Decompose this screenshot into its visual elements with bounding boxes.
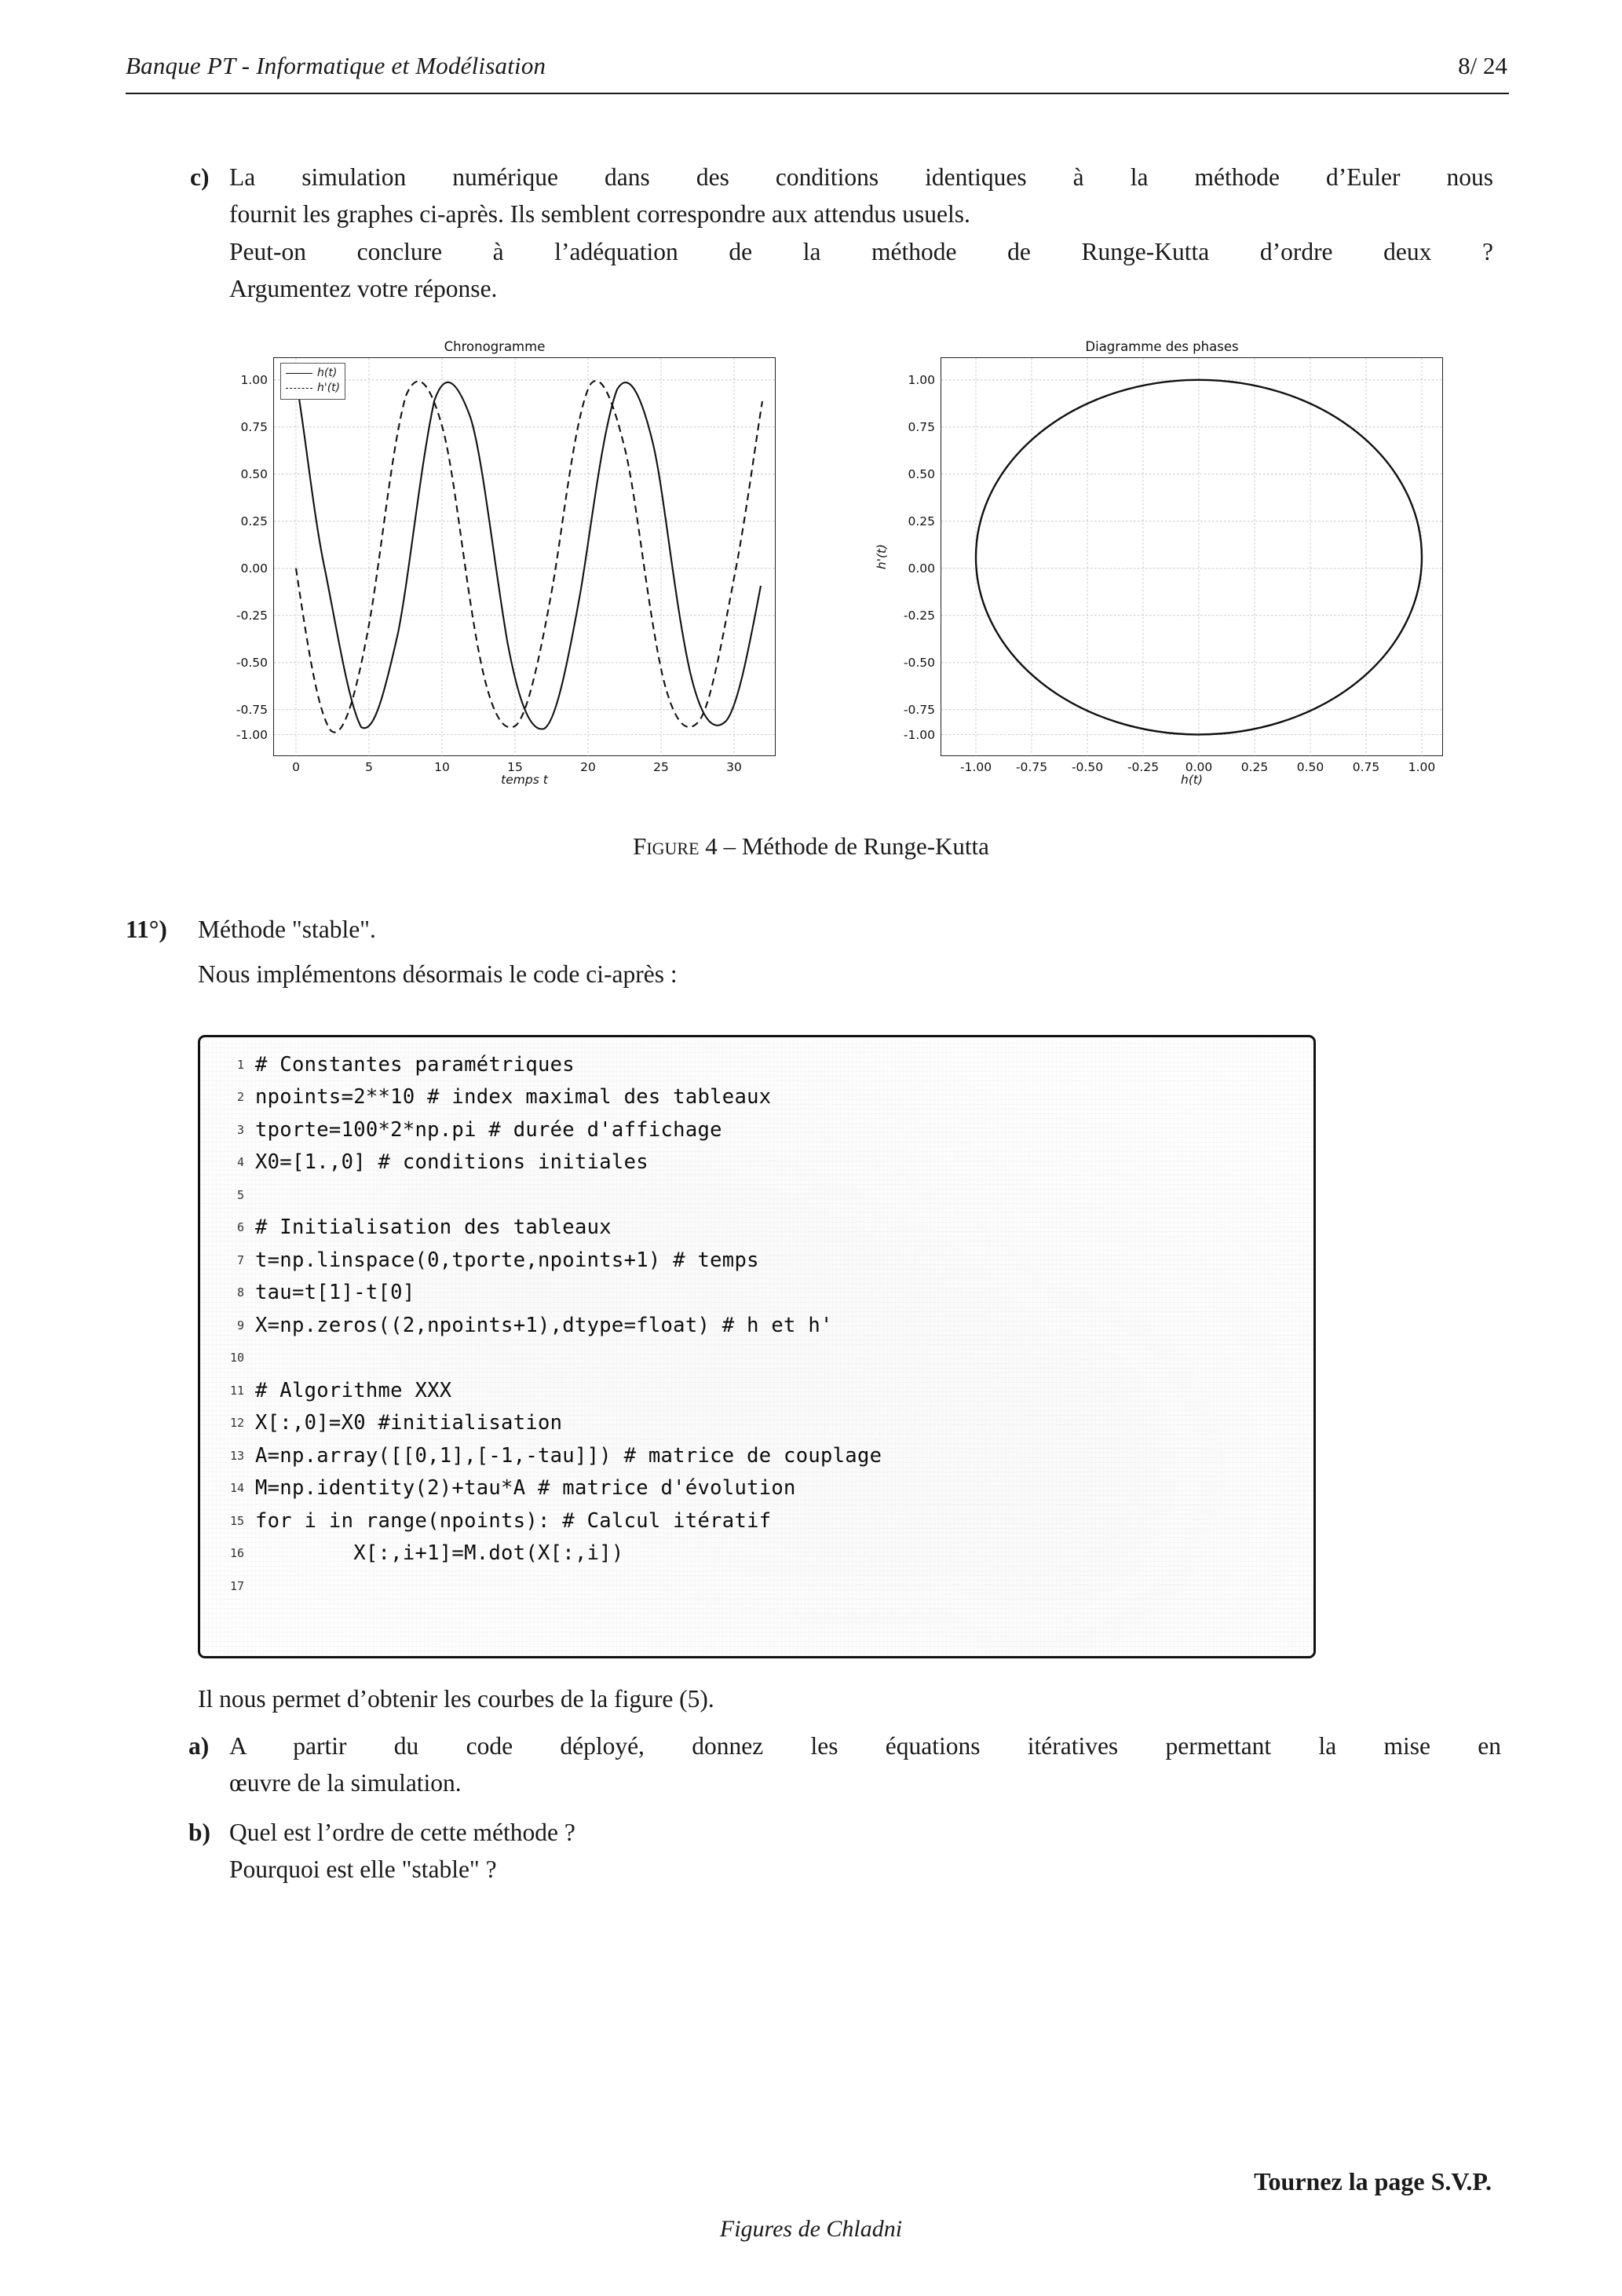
legend-label-hprime: h'(t) — [317, 381, 341, 394]
code-lines — [200, 1037, 1313, 1603]
question-c-line1: La simulation numérique dans des conditions identiques à la méthode d’Euler nous — [229, 163, 1493, 191]
phase-ytick-7: -0.50 — [903, 655, 935, 670]
question-a-line1: A partir du code déployé, donnez les équations itératives permettant la mise en — [229, 1732, 1501, 1760]
code-text: X[:,0]=X0 #initialisation — [255, 1411, 563, 1435]
chart-phase-axes — [875, 357, 1443, 787]
ytick-7: -0.50 — [236, 655, 268, 670]
question-c-line2: fournit les graphes ci-après. Ils semblent correspondre aux attendus usuels. — [229, 200, 970, 229]
legend-item-h — [286, 366, 340, 381]
line-number: 17 — [229, 1578, 244, 1593]
line-number: 4 — [236, 1155, 244, 1170]
turn-page-notice: Tournez la page S.V.P. — [1254, 2167, 1492, 2195]
legend-line-solid-icon — [286, 373, 312, 374]
question-b — [188, 1814, 1501, 1888]
phase-xtick-1: -1.00 — [959, 760, 992, 774]
ytick-9: -1.00 — [236, 727, 268, 742]
line-number: 15 — [229, 1513, 244, 1528]
chart-chronogramme-xlabel: temps t — [501, 773, 548, 787]
phase-xtick-4: -0.25 — [1127, 760, 1160, 774]
phase-ytick-6: -0.25 — [903, 608, 935, 623]
code-line — [200, 1244, 1313, 1277]
code-block — [198, 1035, 1316, 1658]
phase-xtick-7: 0.50 — [1296, 760, 1324, 774]
line-number: 6 — [236, 1220, 244, 1235]
ytick-5: 0.00 — [240, 561, 268, 576]
chart-chronogramme-legend — [280, 363, 345, 400]
figure-caption-text: Méthode de Runge-Kutta — [741, 832, 989, 860]
header-title: Banque PT - Informatique et Modélisation — [126, 52, 546, 79]
xtick-5: 20 — [580, 760, 596, 774]
question-a-label: a) — [188, 1732, 210, 1760]
chart-phase-xlabel: h(t) — [1181, 773, 1203, 787]
code-text: npoints=2**10 # index maximal des tableaux — [255, 1085, 772, 1110]
line-number: 14 — [229, 1481, 244, 1496]
phase-xtick-6: 0.25 — [1240, 760, 1269, 774]
code-text: M=np.identity(2)+tau*A # matrice d'évolution — [255, 1476, 796, 1501]
code-line — [200, 1407, 1313, 1440]
code-text: X0=[1.,0] # conditions initiales — [255, 1150, 648, 1175]
phase-xtick-5: 0.00 — [1185, 760, 1213, 774]
xtick-1: 0 — [292, 760, 300, 774]
code-line — [200, 1113, 1313, 1146]
line-number: 13 — [229, 1448, 244, 1463]
question-b-line1: Quel est l’ordre de cette méthode ? — [229, 1819, 575, 1846]
code-line — [200, 1179, 1313, 1212]
code-text: tau=t[1]-t[0] — [255, 1281, 415, 1305]
question-c-line4: Argumentez votre réponse. — [229, 274, 498, 302]
line-number: 3 — [236, 1122, 244, 1137]
code-line — [200, 1570, 1313, 1603]
code-text: tporte=100*2*np.pi # durée d'affichage — [255, 1117, 722, 1142]
figure-caption-dash: – — [723, 832, 736, 860]
question-a-line2: œuvre de la simulation. — [229, 1769, 462, 1797]
page-header — [126, 52, 1507, 80]
chart-phase-diagram — [848, 339, 1476, 787]
line-number: 9 — [236, 1318, 244, 1333]
phase-ytick-5: 0.00 — [908, 561, 935, 576]
line-number: 16 — [229, 1546, 244, 1561]
code-text: X[:,i+1]=M.dot(X[:,i]) — [255, 1541, 624, 1566]
phase-ytick-1: 1.00 — [908, 372, 935, 387]
code-text: # Algorithme XXX — [255, 1378, 452, 1402]
xtick-4: 15 — [507, 760, 523, 774]
line-number: 8 — [236, 1285, 244, 1300]
legend-label-h: h(t) — [317, 367, 338, 379]
section-11-number: 11°) — [126, 916, 167, 943]
section-11-line1: Méthode "stable". — [198, 916, 376, 943]
code-line — [200, 1309, 1313, 1342]
line-number: 5 — [236, 1187, 244, 1202]
legend-line-dashed-icon — [286, 388, 312, 389]
ytick-1: 1.00 — [240, 372, 268, 387]
question-c — [190, 159, 1493, 307]
question-b-line2: Pourquoi est elle "stable" ? — [229, 1855, 497, 1884]
header-divider — [126, 93, 1509, 94]
line-number: 12 — [229, 1416, 244, 1431]
question-b-label: b) — [188, 1819, 211, 1846]
chart-phase-title: Diagramme des phases — [1085, 339, 1239, 354]
code-text: # Initialisation des tableaux — [255, 1216, 612, 1240]
legend-item-hprime — [286, 381, 340, 396]
ytick-2: 0.75 — [240, 419, 268, 434]
chart-chronogramme-axes — [236, 357, 776, 787]
code-line — [200, 1048, 1313, 1081]
ytick-3: 0.50 — [240, 466, 268, 481]
after-code-text: Il nous permet d’obtenir les courbes de la figure (5). — [198, 1685, 714, 1713]
question-a — [188, 1727, 1501, 1802]
code-line — [200, 1277, 1313, 1310]
code-line — [200, 1146, 1313, 1179]
phase-xtick-9: 1.00 — [1408, 760, 1436, 774]
code-line — [200, 1212, 1313, 1245]
footer-caption: Figures de Chladni — [719, 2216, 903, 2242]
code-line — [200, 1439, 1313, 1472]
code-text: # Constantes paramétriques — [255, 1052, 575, 1077]
code-line — [200, 1504, 1313, 1537]
ytick-8: -0.75 — [236, 702, 268, 717]
line-number: 2 — [236, 1090, 244, 1105]
code-line — [200, 1472, 1313, 1505]
line-number: 11 — [229, 1383, 244, 1398]
code-line — [200, 1537, 1313, 1570]
figure-caption-prefix: Figure 4 — [633, 832, 718, 860]
figure-4-group — [157, 339, 1492, 860]
xtick-6: 25 — [653, 760, 669, 774]
line-number: 7 — [236, 1252, 244, 1267]
phase-ytick-3: 0.50 — [908, 466, 935, 481]
line-number: 10 — [229, 1351, 244, 1366]
phase-ytick-4: 0.25 — [908, 514, 935, 528]
code-text: A=np.array([[0,1],[-1,-tau]]) # matrice de couplage — [255, 1443, 882, 1468]
code-line — [200, 1374, 1313, 1407]
code-text: t=np.linspace(0,tporte,npoints+1) # temps — [255, 1248, 759, 1272]
phase-ytick-9: -1.00 — [903, 727, 935, 742]
phase-xtick-8: 0.75 — [1352, 760, 1380, 774]
xtick-7: 30 — [726, 760, 742, 774]
section-11-line2: Nous implémentons désormais le code ci-après : — [198, 960, 678, 989]
code-text: for i in range(npoints): # Calcul itératif — [255, 1508, 772, 1533]
chart-chronogramme-title: Chronogramme — [444, 339, 546, 354]
figure-caption — [0, 832, 1622, 861]
question-c-label: c) — [190, 163, 210, 191]
phase-ytick-8: -0.75 — [903, 702, 935, 717]
page-number: 8/ 24 — [1458, 52, 1507, 79]
xtick-3: 10 — [434, 760, 450, 774]
chart-chronogramme — [181, 339, 809, 787]
phase-xtick-3: -0.50 — [1071, 760, 1104, 774]
ytick-6: -0.25 — [236, 608, 268, 623]
code-text: X=np.zeros((2,npoints+1),dtype=float) # h et h' — [255, 1313, 833, 1337]
ytick-4: 0.25 — [240, 514, 268, 528]
line-number: 1 — [236, 1057, 244, 1072]
code-line — [200, 1342, 1313, 1375]
xtick-2: 5 — [365, 760, 373, 774]
code-line — [200, 1081, 1313, 1114]
question-c-line3: Peut-on conclure à l’adéquation de la méthode de Runge-Kutta d’ordre deux ? — [229, 237, 1493, 265]
chart-phase-ylabel: h'(t) — [875, 543, 890, 570]
phase-ytick-2: 0.75 — [908, 419, 935, 434]
phase-xtick-2: -0.75 — [1015, 760, 1048, 774]
section-11 — [126, 911, 1507, 993]
